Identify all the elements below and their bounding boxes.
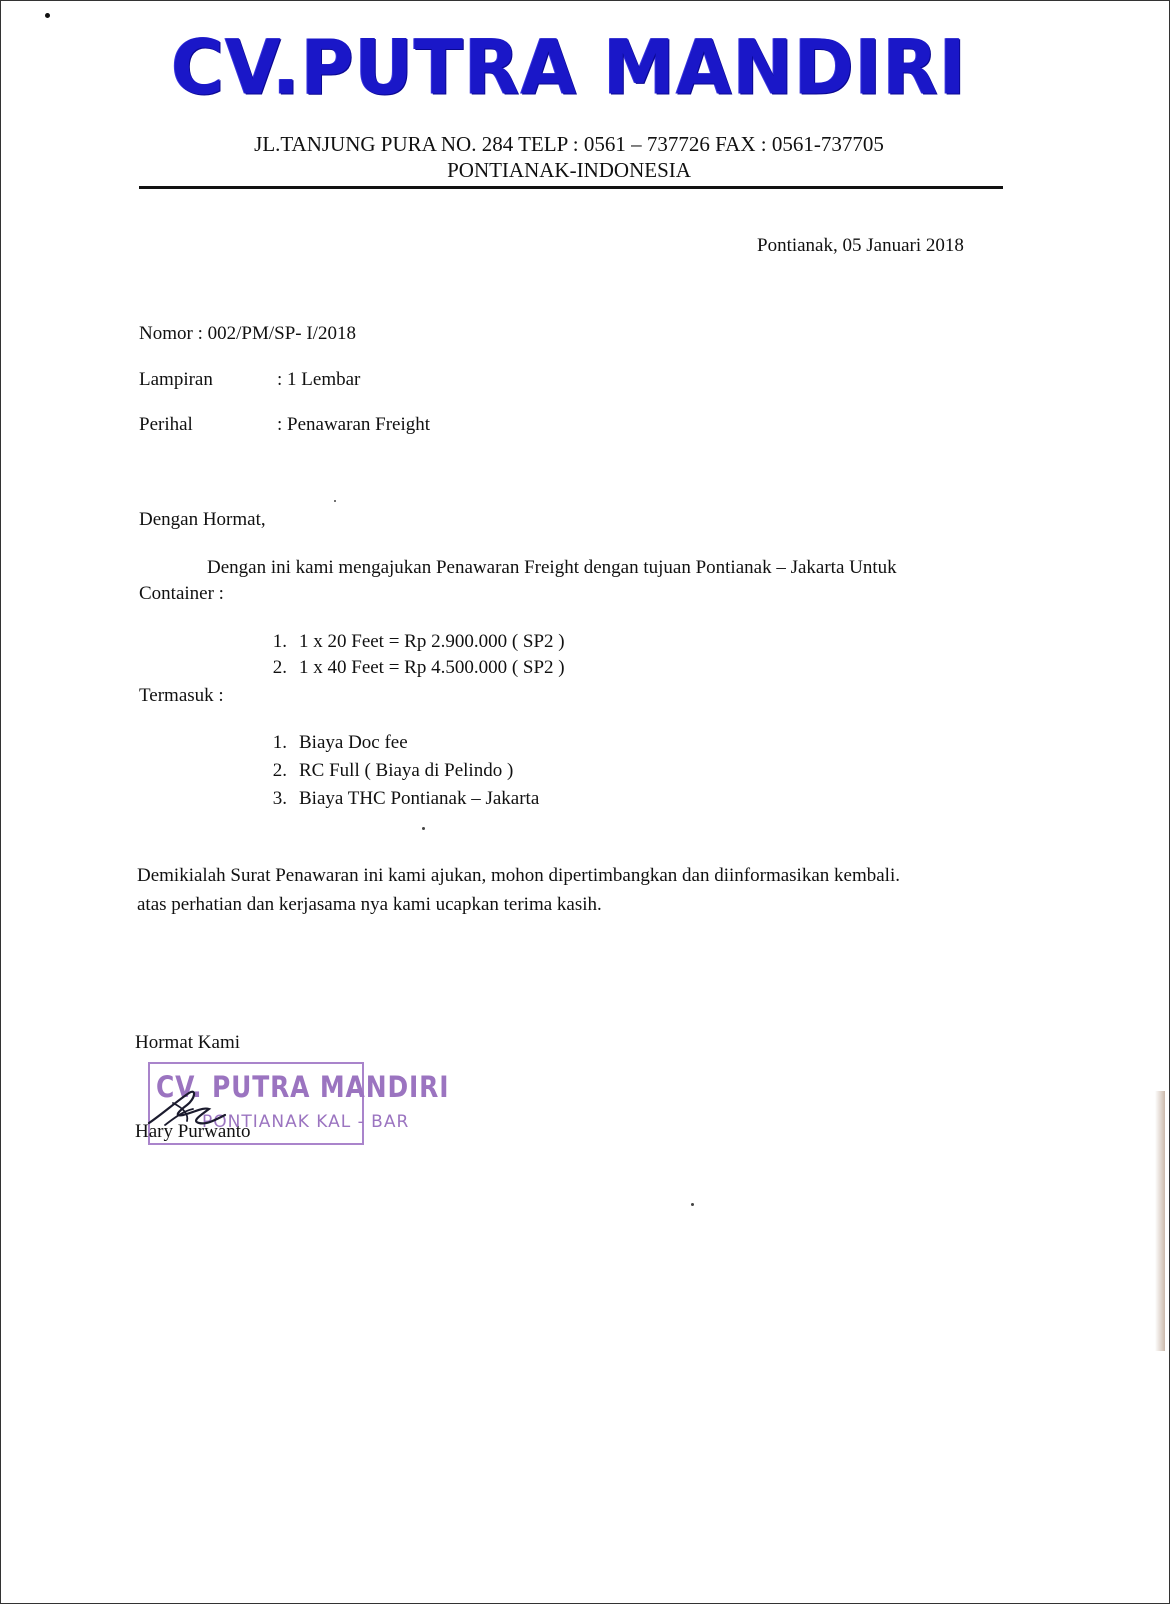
includes-label: Termasuk : xyxy=(139,685,224,706)
corner-dot xyxy=(45,13,50,18)
letter-number: Nomor : 002/PM/SP- I/2018 xyxy=(139,323,356,344)
list-item-number: 3. xyxy=(272,788,287,809)
attachment-label: Lampiran xyxy=(139,369,213,390)
list-item xyxy=(253,760,513,782)
intro-line-2: Container : xyxy=(139,583,224,604)
company-name: CV.PUTRA MANDIRI xyxy=(171,22,967,112)
closing-line-1: Demikialah Surat Penawaran ini kami ajukan, mohon dipertimbangkan dan diinformasikan kembali. xyxy=(137,865,900,886)
list-item xyxy=(253,631,565,653)
company-address: JL.TANJUNG PURA NO. 284 TELP : 0561 – 737726 FAX : 0561-737705 xyxy=(254,132,884,156)
list-item xyxy=(253,657,565,679)
paper-speck xyxy=(422,827,425,830)
company-city: PONTIANAK-INDONESIA xyxy=(447,158,691,182)
list-item-text: 1 x 20 Feet = Rp 2.900.000 ( SP2 ) xyxy=(299,631,565,652)
closing-line-2: atas perhatian dan kerjasama nya kami ucapkan terima kasih. xyxy=(137,894,602,915)
paper-speck xyxy=(334,500,336,502)
paper-speck xyxy=(691,1203,694,1206)
subject-value: : Penawaran Freight xyxy=(277,414,431,435)
signer-name: Hary Purwanto xyxy=(135,1121,251,1142)
stamp-text-1: CV. PUTRA MANDIRI xyxy=(156,1070,450,1104)
list-item-number: 2. xyxy=(272,760,287,781)
attachment-value: : 1 Lembar xyxy=(277,369,361,390)
intro-line-1: Dengan ini kami mengajukan Penawaran Freight dengan tujuan Pontianak – Jakarta Untuk xyxy=(207,557,897,578)
letterhead-rule xyxy=(139,186,1003,189)
list-item-number: 2. xyxy=(272,657,287,678)
paper-stain xyxy=(1155,1091,1165,1351)
list-item-text: Biaya Doc fee xyxy=(299,732,408,753)
letter-date: Pontianak, 05 Januari 2018 xyxy=(757,235,964,256)
salutation: Dengan Hormat, xyxy=(139,509,266,530)
subject-line xyxy=(139,414,430,436)
subject-label: Perihal xyxy=(139,414,193,435)
list-item-text: 1 x 40 Feet = Rp 4.500.000 ( SP2 ) xyxy=(299,657,565,678)
list-item xyxy=(253,788,539,810)
stamp-text-2: PONTIANAK KAL - BAR xyxy=(202,1112,410,1132)
regards: Hormat Kami xyxy=(135,1032,241,1053)
list-item-text: Biaya THC Pontianak – Jakarta xyxy=(299,788,540,809)
list-item-number: 1. xyxy=(272,732,287,753)
list-item-text: RC Full ( Biaya di Pelindo ) xyxy=(299,760,514,781)
attachment-line xyxy=(139,369,360,391)
list-item-number: 1. xyxy=(272,631,287,652)
list-item xyxy=(253,732,408,754)
